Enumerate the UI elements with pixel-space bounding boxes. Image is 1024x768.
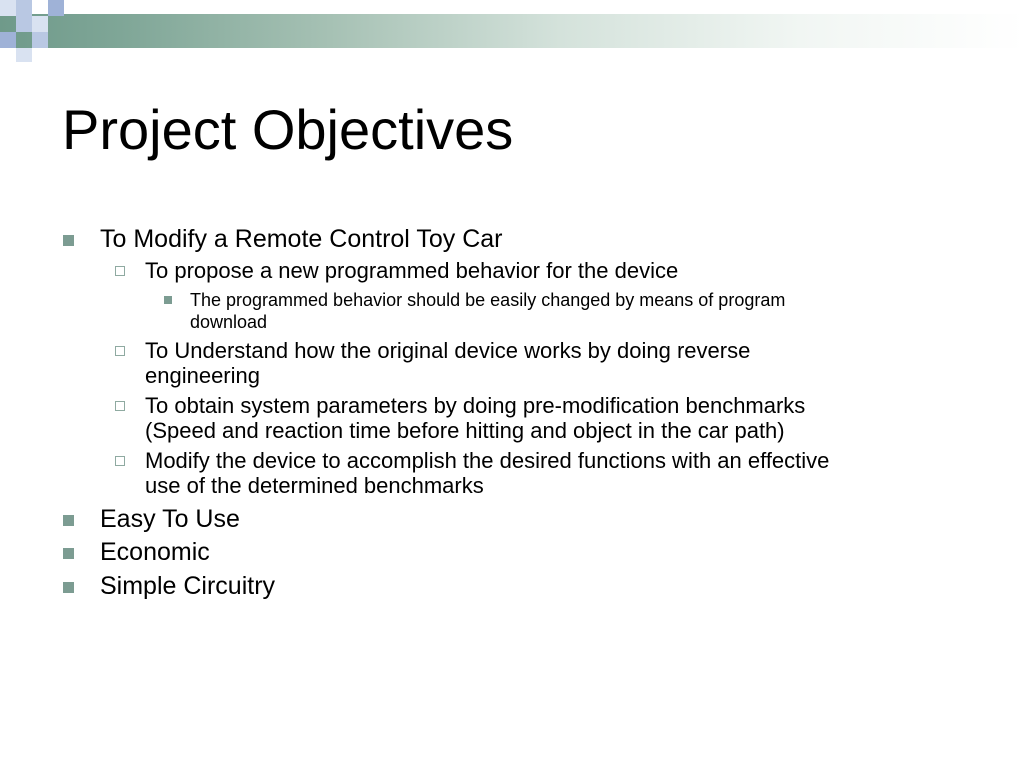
- slide-title: Project Objectives: [62, 98, 514, 161]
- sub-bullet-line: engineering: [145, 363, 260, 388]
- sub-bullet-line: Modify the device to accomplish the desired functions with an effective: [145, 448, 830, 473]
- sub-sub-bullet-line: download: [190, 312, 268, 332]
- bullet-hollow-square-icon: [115, 266, 125, 276]
- bullet-hollow-square-icon: [115, 456, 125, 466]
- sub-bullet-item: To propose a new programmed behavior for the device: [145, 258, 679, 283]
- bullet-square-icon: [63, 582, 74, 593]
- bullet-item: Easy To Use: [100, 505, 240, 533]
- bullet-small-square-icon: [164, 296, 172, 304]
- header-gradient-band: [0, 14, 1024, 48]
- bullet-hollow-square-icon: [115, 401, 125, 411]
- bullet-item: Simple Circuitry: [100, 572, 276, 600]
- bullet-square-icon: [63, 235, 74, 246]
- bullet-hollow-square-icon: [115, 346, 125, 356]
- sub-sub-bullet-line: The programmed behavior should be easily changed by means of program: [190, 290, 786, 310]
- sub-bullet-line: To obtain system parameters by doing pre-modification benchmarks: [145, 393, 806, 418]
- bullet-square-icon: [63, 515, 74, 526]
- sub-bullet-line: (Speed and reaction time before hitting and object in the car path): [145, 418, 785, 443]
- bullet-item: Economic: [100, 538, 210, 566]
- sub-bullet-line: use of the determined benchmarks: [145, 473, 484, 498]
- bullet-item: To Modify a Remote Control Toy Car: [100, 225, 503, 253]
- bullet-square-icon: [63, 548, 74, 559]
- sub-bullet-line: To Understand how the original device works by doing reverse: [145, 338, 751, 363]
